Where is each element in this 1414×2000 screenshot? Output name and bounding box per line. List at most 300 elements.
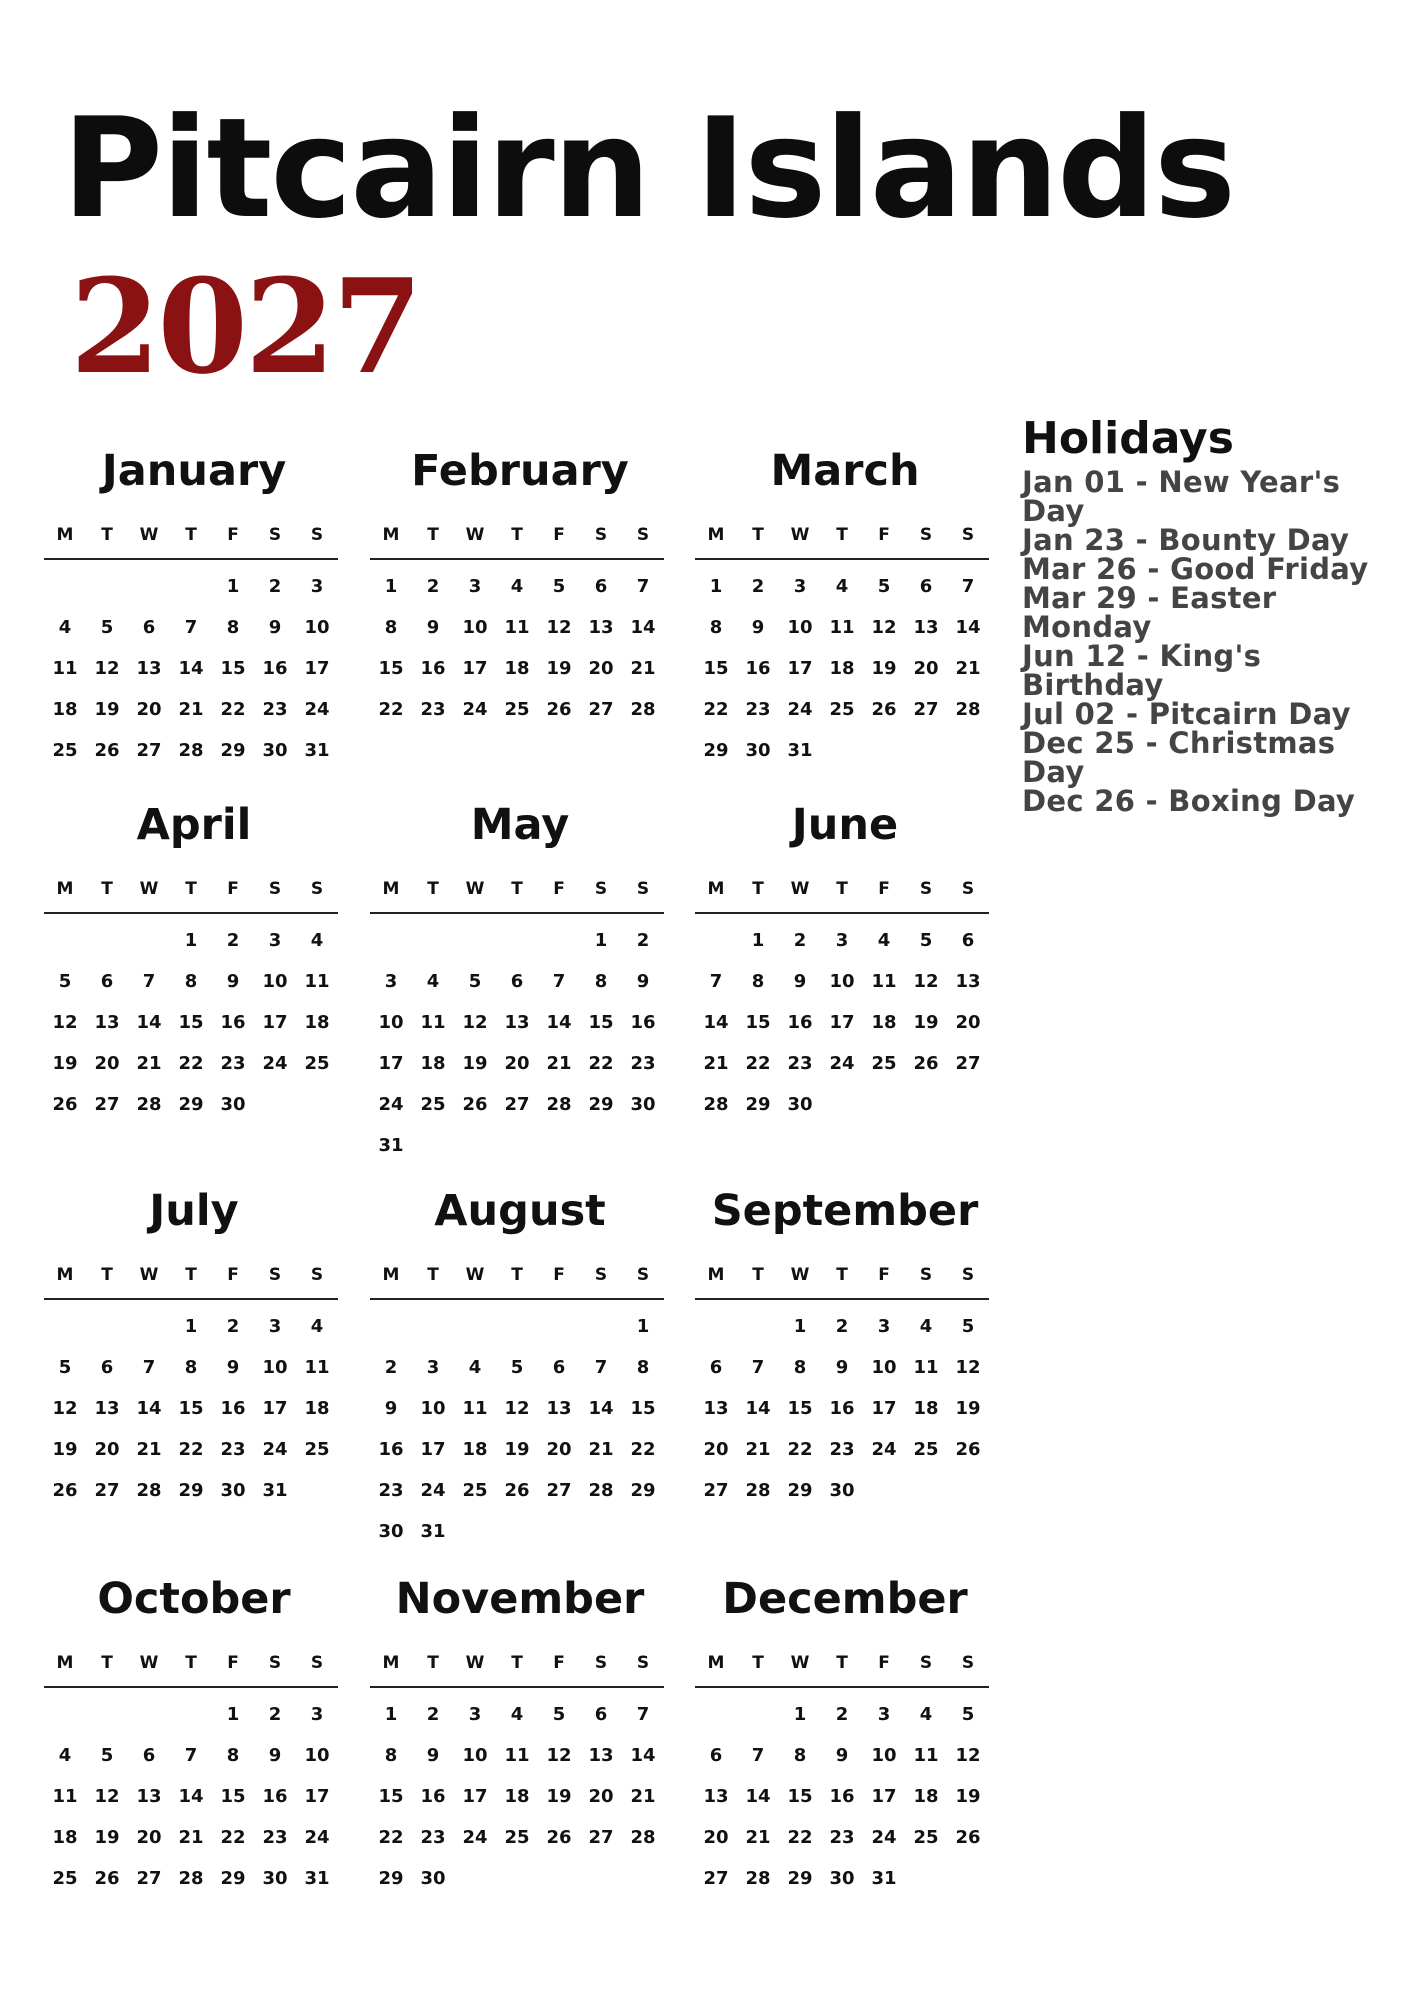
day-cell: 3 (468, 576, 482, 597)
day-cell: 28 (703, 1094, 729, 1115)
day-cell: 11 (304, 971, 330, 992)
day-cell: 7 (552, 971, 566, 992)
day-cell: 14 (588, 1398, 614, 1419)
day-cell: 2 (226, 930, 240, 951)
day-cell: 18 (52, 699, 78, 720)
weekday-header (695, 1262, 989, 1288)
day-cell: 7 (751, 1745, 765, 1766)
day-cell: 11 (913, 1357, 939, 1378)
day-cell: 24 (304, 699, 330, 720)
weekday-label: T (511, 879, 523, 899)
day-cell: 9 (636, 971, 650, 992)
day-cell: 24 (871, 1827, 897, 1848)
holiday-item: Jan 01 - New Year's Day (1022, 465, 1341, 528)
day-cell: 5 (468, 971, 482, 992)
day-cell: 9 (226, 971, 240, 992)
day-cell: 7 (142, 1357, 156, 1378)
day-cell: 28 (630, 699, 656, 720)
weekday-label: T (752, 879, 764, 899)
month-name: September (711, 1186, 979, 1236)
day-cell: 21 (630, 1786, 656, 1807)
day-cell: 1 (184, 1316, 198, 1337)
day-cell: 28 (178, 1868, 204, 1889)
day-cell: 15 (178, 1012, 204, 1033)
weekday-label: M (56, 1653, 74, 1673)
day-cell: 12 (52, 1398, 78, 1419)
weekday-label: S (268, 1265, 282, 1285)
weekday-label: W (465, 1653, 485, 1673)
day-cell: 17 (787, 658, 813, 679)
day-cell: 30 (378, 1521, 404, 1542)
weekday-label: T (185, 879, 197, 899)
day-cell: 17 (420, 1439, 446, 1460)
day-cell: 5 (58, 971, 72, 992)
day-cell: 9 (426, 617, 440, 638)
day-cell: 30 (829, 1868, 855, 1889)
day-cell: 18 (504, 1786, 530, 1807)
day-cell: 2 (384, 1357, 398, 1378)
day-cell: 7 (184, 617, 198, 638)
day-cell: 18 (304, 1398, 330, 1419)
weekday-label: T (836, 879, 848, 899)
weekday-label: F (227, 525, 239, 545)
day-cell: 3 (793, 576, 807, 597)
day-cell: 24 (871, 1439, 897, 1460)
weekday-header (370, 876, 664, 902)
day-cell: 25 (462, 1480, 488, 1501)
day-cell: 11 (420, 1012, 446, 1033)
day-cell: 5 (58, 1357, 72, 1378)
day-cell: 1 (793, 1704, 807, 1725)
day-cell: 31 (787, 740, 813, 761)
day-cell: 31 (304, 1868, 330, 1889)
day-cell: 28 (178, 740, 204, 761)
day-cell: 14 (136, 1012, 162, 1033)
header-divider (370, 1686, 664, 1688)
weekday-label: T (511, 1265, 523, 1285)
day-cell: 14 (630, 1745, 656, 1766)
weekday-label: S (310, 1265, 324, 1285)
day-cell: 2 (751, 576, 765, 597)
day-cell: 12 (546, 617, 572, 638)
weekday-label: S (310, 1653, 324, 1673)
day-cell: 19 (52, 1053, 78, 1074)
day-cell: 13 (913, 617, 939, 638)
day-cell: 25 (913, 1439, 939, 1460)
weekday-label: S (594, 1653, 608, 1673)
day-cell: 17 (871, 1786, 897, 1807)
day-cell: 4 (58, 617, 72, 638)
day-cell: 21 (745, 1439, 771, 1460)
month-name: April (136, 800, 252, 850)
day-cell: 4 (835, 576, 849, 597)
day-cell: 27 (913, 699, 939, 720)
day-cell: 26 (52, 1094, 78, 1115)
day-cell: 10 (262, 1357, 288, 1378)
day-cell: 21 (136, 1053, 162, 1074)
day-cell: 5 (100, 1745, 114, 1766)
day-cell: 30 (262, 740, 288, 761)
weekday-label: S (636, 1653, 650, 1673)
day-cell: 29 (220, 1868, 246, 1889)
day-cell: 26 (913, 1053, 939, 1074)
day-cell: 14 (178, 1786, 204, 1807)
month-name: March (770, 446, 920, 496)
day-cell: 10 (871, 1357, 897, 1378)
day-cell: 25 (504, 1827, 530, 1848)
day-cell: 5 (510, 1357, 524, 1378)
day-cell: 29 (178, 1094, 204, 1115)
day-cell: 7 (142, 971, 156, 992)
weekday-label: M (56, 525, 74, 545)
day-cell: 7 (961, 576, 975, 597)
day-cell: 21 (178, 699, 204, 720)
day-cell: 23 (220, 1439, 246, 1460)
day-cell: 4 (310, 930, 324, 951)
day-cell: 10 (420, 1398, 446, 1419)
day-cell: 26 (955, 1439, 981, 1460)
year-label: 2027 (70, 250, 420, 403)
day-cell: 22 (378, 1827, 404, 1848)
month-name: January (101, 446, 287, 496)
day-cell: 29 (630, 1480, 656, 1501)
day-cell: 2 (226, 1316, 240, 1337)
header-divider (370, 912, 664, 914)
day-cell: 20 (588, 1786, 614, 1807)
header-divider (370, 1298, 664, 1300)
day-cell: 3 (268, 930, 282, 951)
day-cell: 9 (426, 1745, 440, 1766)
weekday-label: S (636, 879, 650, 899)
day-cell: 17 (304, 1786, 330, 1807)
day-cell: 25 (913, 1827, 939, 1848)
day-cell: 5 (919, 930, 933, 951)
day-cell: 2 (268, 576, 282, 597)
holidays-title: Holidays (1022, 413, 1234, 464)
day-cell: 1 (793, 1316, 807, 1337)
day-cell: 14 (955, 617, 981, 638)
weekday-label: S (268, 1653, 282, 1673)
day-cell: 2 (835, 1704, 849, 1725)
day-cell: 14 (703, 1012, 729, 1033)
weekday-header (44, 876, 338, 902)
weekday-label: T (101, 1265, 113, 1285)
day-cell: 2 (426, 1704, 440, 1725)
holiday-item: Mar 26 - Good Friday (1022, 552, 1369, 586)
holiday-list (1022, 465, 1402, 818)
day-cell: 22 (630, 1439, 656, 1460)
day-cell: 5 (877, 576, 891, 597)
day-cell: 15 (220, 658, 246, 679)
day-cell: 13 (703, 1786, 729, 1807)
day-cell: 29 (588, 1094, 614, 1115)
weekday-label: T (752, 1265, 764, 1285)
weekday-label: T (101, 1653, 113, 1673)
day-cell: 11 (913, 1745, 939, 1766)
day-cell: 25 (420, 1094, 446, 1115)
header-divider (695, 1686, 989, 1688)
holiday-item: Dec 25 - Christmas Day (1022, 726, 1336, 789)
day-cell: 13 (546, 1398, 572, 1419)
weekday-label: T (836, 525, 848, 545)
day-cell: 23 (829, 1439, 855, 1460)
day-cell: 20 (703, 1827, 729, 1848)
header-divider (695, 558, 989, 560)
day-cell: 16 (829, 1398, 855, 1419)
weekday-label: S (919, 1653, 933, 1673)
day-cell: 5 (552, 1704, 566, 1725)
weekday-label: S (268, 525, 282, 545)
day-cell: 4 (510, 1704, 524, 1725)
day-cell: 29 (787, 1868, 813, 1889)
day-cell: 22 (378, 699, 404, 720)
day-cell: 27 (504, 1094, 530, 1115)
day-cell: 23 (787, 1053, 813, 1074)
day-cell: 12 (504, 1398, 530, 1419)
day-cell: 3 (310, 1704, 324, 1725)
weekday-label: M (707, 879, 725, 899)
day-cell: 20 (136, 1827, 162, 1848)
weekday-label: S (310, 525, 324, 545)
day-cell: 16 (630, 1012, 656, 1033)
day-cell: 12 (462, 1012, 488, 1033)
holiday-item: Jun 12 - King's Birthday (1022, 639, 1262, 702)
header-divider (44, 1686, 338, 1688)
day-cell: 30 (829, 1480, 855, 1501)
day-cell: 10 (304, 1745, 330, 1766)
day-cell: 9 (751, 617, 765, 638)
day-cell: 8 (184, 971, 198, 992)
weekday-label: S (636, 525, 650, 545)
day-cell: 28 (745, 1480, 771, 1501)
day-cell: 27 (94, 1094, 120, 1115)
day-cell: 8 (226, 1745, 240, 1766)
day-cell: 25 (304, 1439, 330, 1460)
weekday-label: S (919, 879, 933, 899)
day-cell: 28 (136, 1480, 162, 1501)
day-cell: 16 (420, 1786, 446, 1807)
month-name: July (149, 1186, 239, 1236)
weekday-label: S (919, 525, 933, 545)
weekday-label: S (961, 525, 975, 545)
day-cell: 24 (420, 1480, 446, 1501)
month-name: December (722, 1574, 968, 1624)
day-cell: 3 (877, 1316, 891, 1337)
day-cell: 6 (100, 971, 114, 992)
day-cell: 8 (636, 1357, 650, 1378)
weekday-label: T (427, 525, 439, 545)
day-cell: 15 (588, 1012, 614, 1033)
day-cell: 1 (384, 1704, 398, 1725)
day-cell: 11 (504, 1745, 530, 1766)
day-cell: 18 (871, 1012, 897, 1033)
day-cell: 4 (58, 1745, 72, 1766)
day-cell: 12 (955, 1745, 981, 1766)
day-cell: 3 (310, 576, 324, 597)
holiday-item: Jan 23 - Bounty Day (1022, 523, 1350, 557)
day-cell: 6 (709, 1357, 723, 1378)
weekday-label: W (139, 525, 159, 545)
day-cell: 13 (136, 1786, 162, 1807)
day-cell: 26 (94, 740, 120, 761)
day-cell: 14 (178, 658, 204, 679)
day-cell: 17 (262, 1012, 288, 1033)
day-cell: 29 (745, 1094, 771, 1115)
day-cell: 23 (220, 1053, 246, 1074)
day-cell: 3 (468, 1704, 482, 1725)
day-cell: 8 (594, 971, 608, 992)
day-cell: 14 (546, 1012, 572, 1033)
weekday-header (370, 522, 664, 548)
day-cell: 23 (630, 1053, 656, 1074)
day-cell: 15 (787, 1398, 813, 1419)
weekday-label: F (878, 1653, 890, 1673)
day-cell: 20 (94, 1053, 120, 1074)
day-cell: 14 (630, 617, 656, 638)
day-cell: 14 (745, 1786, 771, 1807)
day-cell: 26 (546, 699, 572, 720)
day-cell: 30 (262, 1868, 288, 1889)
day-cell: 30 (745, 740, 771, 761)
weekday-label: F (227, 1653, 239, 1673)
weekday-label: T (427, 1653, 439, 1673)
weekday-label: F (878, 879, 890, 899)
weekday-label: T (836, 1653, 848, 1673)
weekday-label: S (594, 525, 608, 545)
day-cell: 9 (384, 1398, 398, 1419)
holiday-item: Jul 02 - Pitcairn Day (1022, 697, 1351, 731)
weekday-label: W (139, 1265, 159, 1285)
day-cell: 21 (703, 1053, 729, 1074)
day-cell: 15 (378, 658, 404, 679)
day-cell: 26 (94, 1868, 120, 1889)
day-cell: 6 (594, 1704, 608, 1725)
day-cell: 8 (751, 971, 765, 992)
day-cell: 26 (462, 1094, 488, 1115)
weekday-header (695, 522, 989, 548)
day-cell: 21 (630, 658, 656, 679)
day-cell: 30 (787, 1094, 813, 1115)
day-cell: 9 (226, 1357, 240, 1378)
weekday-label: S (961, 1265, 975, 1285)
day-cell: 18 (913, 1398, 939, 1419)
day-cell: 1 (384, 576, 398, 597)
day-cell: 23 (378, 1480, 404, 1501)
day-cell: 26 (504, 1480, 530, 1501)
day-cell: 19 (546, 1786, 572, 1807)
day-cell: 20 (588, 658, 614, 679)
day-cell: 24 (378, 1094, 404, 1115)
day-cell: 13 (136, 658, 162, 679)
day-cell: 4 (877, 930, 891, 951)
weekday-label: W (465, 879, 485, 899)
day-cell: 16 (829, 1786, 855, 1807)
day-cell: 17 (462, 1786, 488, 1807)
day-cell: 15 (378, 1786, 404, 1807)
day-cell: 16 (420, 658, 446, 679)
header-divider (370, 558, 664, 560)
month-name: June (791, 800, 899, 850)
day-cell: 6 (961, 930, 975, 951)
weekday-label: S (594, 1265, 608, 1285)
day-cell: 18 (829, 658, 855, 679)
day-cell: 5 (552, 576, 566, 597)
day-cell: 10 (304, 617, 330, 638)
weekday-label: T (185, 525, 197, 545)
day-cell: 8 (793, 1357, 807, 1378)
weekday-label: M (382, 1653, 400, 1673)
day-cell: 7 (709, 971, 723, 992)
day-cell: 6 (142, 617, 156, 638)
header-divider (695, 912, 989, 914)
day-cell: 20 (136, 699, 162, 720)
day-cell: 11 (829, 617, 855, 638)
day-cell: 24 (462, 699, 488, 720)
month-name: August (434, 1186, 606, 1236)
weekday-label: M (382, 879, 400, 899)
day-cell: 1 (636, 1316, 650, 1337)
weekday-label: W (790, 879, 810, 899)
day-cell: 27 (546, 1480, 572, 1501)
weekday-label: F (553, 1653, 565, 1673)
day-cell: 17 (262, 1398, 288, 1419)
weekday-label: W (465, 525, 485, 545)
day-cell: 31 (262, 1480, 288, 1501)
day-cell: 16 (220, 1398, 246, 1419)
day-cell: 7 (636, 1704, 650, 1725)
header-divider (695, 1298, 989, 1300)
day-cell: 13 (955, 971, 981, 992)
day-cell: 15 (745, 1012, 771, 1033)
day-cell: 13 (504, 1012, 530, 1033)
day-cell: 15 (630, 1398, 656, 1419)
day-cell: 28 (546, 1094, 572, 1115)
day-cell: 13 (588, 617, 614, 638)
day-cell: 18 (462, 1439, 488, 1460)
day-cell: 24 (787, 699, 813, 720)
day-cell: 1 (709, 576, 723, 597)
day-cell: 22 (703, 699, 729, 720)
day-cell: 10 (262, 971, 288, 992)
day-cell: 9 (268, 1745, 282, 1766)
day-cell: 26 (955, 1827, 981, 1848)
weekday-label: T (427, 1265, 439, 1285)
weekday-label: M (382, 1265, 400, 1285)
day-cell: 6 (142, 1745, 156, 1766)
day-cell: 27 (94, 1480, 120, 1501)
day-cell: 15 (703, 658, 729, 679)
day-cell: 3 (268, 1316, 282, 1337)
day-cell: 7 (751, 1357, 765, 1378)
day-cell: 11 (304, 1357, 330, 1378)
day-cell: 7 (636, 576, 650, 597)
day-cell: 21 (136, 1439, 162, 1460)
day-cell: 19 (52, 1439, 78, 1460)
day-cell: 21 (178, 1827, 204, 1848)
day-cell: 8 (709, 617, 723, 638)
day-cell: 7 (184, 1745, 198, 1766)
weekday-label: S (636, 1265, 650, 1285)
day-cell: 16 (787, 1012, 813, 1033)
day-cell: 26 (546, 1827, 572, 1848)
day-cell: 16 (745, 658, 771, 679)
weekday-label: T (752, 1653, 764, 1673)
day-cell: 20 (955, 1012, 981, 1033)
day-cell: 23 (262, 1827, 288, 1848)
day-cell: 11 (52, 1786, 78, 1807)
day-cell: 9 (268, 617, 282, 638)
weekday-label: T (185, 1653, 197, 1673)
